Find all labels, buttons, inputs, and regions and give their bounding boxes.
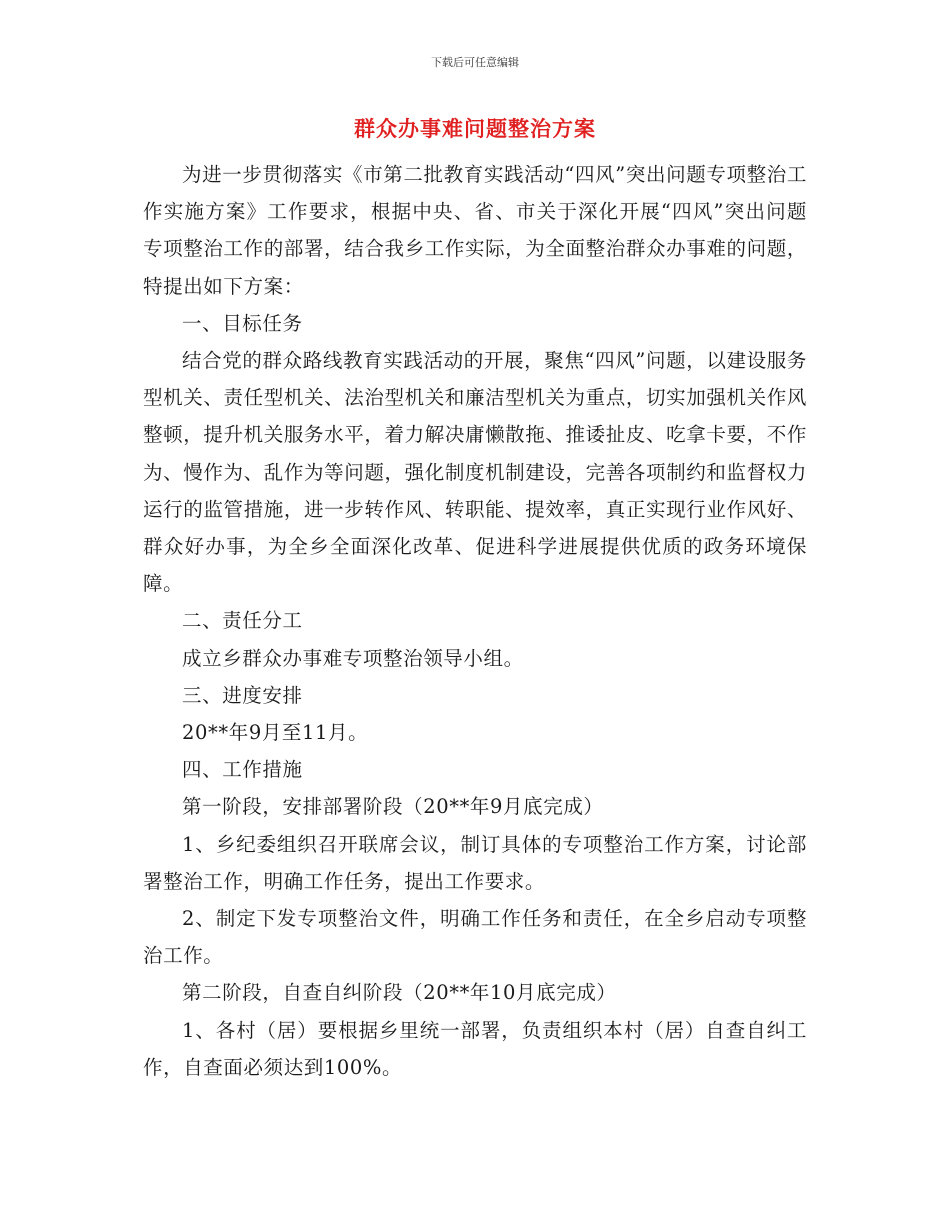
header-note: 下载后可任意编辑 — [431, 56, 519, 69]
phase-one-item-1: 1、乡纪委组织召开联席会议，制订具体的专项整治工作方案，讨论部署整治工作，明确工作任务，提出工作要求。 — [143, 832, 807, 893]
section-heading-responsibility: 二、责任分工 — [182, 609, 303, 633]
responsibility-paragraph: 成立乡群众办事难专项整治领导小组。 — [182, 646, 524, 670]
intro-paragraph: 为进一步贯彻落实《市第二批教育实践活动“四风”突出问题专项整治工作实施方案》工作要求，根据中央、省、市关于深化开展“四风”突出问题专项整治工作的部署，结合我乡工作实际，为全面整治群众办事难的问题，特提出如下方案： — [143, 163, 807, 298]
document-body — [143, 156, 807, 1086]
phase-one-heading: 第一阶段，安排部署阶段（20**年9月底完成） — [182, 795, 604, 819]
section-heading-schedule: 三、进度安排 — [182, 683, 303, 707]
phase-two-item-1: 1、各村（居）要根据乡里统一部署，负责组织本村（居）自查自纠工作，自查面必须达到100%。 — [143, 1018, 807, 1079]
section-heading-measures: 四、工作措施 — [182, 758, 303, 782]
phase-two-heading: 第二阶段，自查自纠阶段（20**年10月底完成） — [182, 981, 617, 1005]
phase-one-item-2: 2、制定下发专项整治文件，明确工作任务和责任，在全乡启动专项整治工作。 — [143, 907, 807, 968]
schedule-paragraph: 20**年9月至11月。 — [182, 721, 369, 745]
section-heading-goals: 一、目标任务 — [182, 311, 303, 335]
document-title: 群众办事难问题整治方案 — [354, 116, 596, 141]
goals-paragraph: 结合党的群众路线教育实践活动的开展，聚焦“四风”问题，以建设服务型机关、责任型机关、法治型机关和廉洁型机关为重点，切实加强机关作风整顿，提升机关服务水平，着力解决庸懒散拖、推诿扯皮、吃拿卡要，不作为、慢作为、乱作为等问题，强化制度机制建设，完善各项制约和监督权力运行的监管措施，进一步转作风、转职能、提效率，真正实现行业作风好、群众好办事，为全乡全面深化改革、促进科学进展提供优质的政务环境保障。 — [143, 349, 807, 596]
